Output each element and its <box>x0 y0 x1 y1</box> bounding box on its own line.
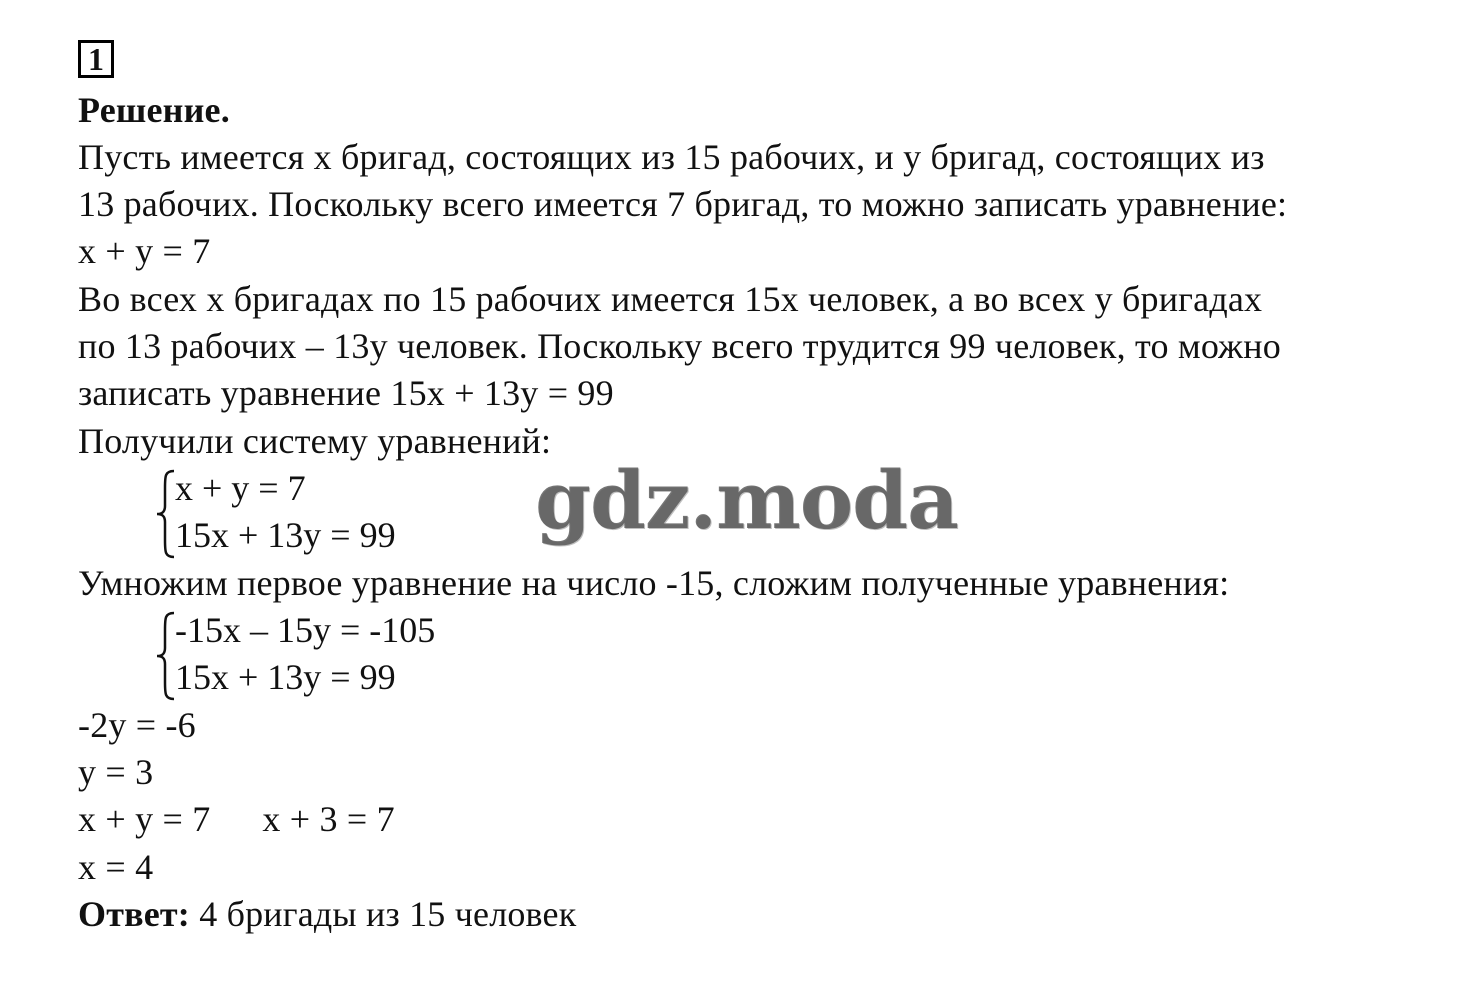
text-line: Во всех х бригадах по 15 рабочих имеется 15х человек, а во всех у бригадах <box>78 279 1263 319</box>
task-number-box: 1 <box>78 40 114 78</box>
text-line: Умножим первое уравнение на число -15, сложим полученные уравнения: <box>78 563 1230 603</box>
text-line: 13 рабочих. Поскольку всего имеется 7 бригад, то можно записать уравнение: <box>78 184 1288 224</box>
equation-line <box>78 799 395 839</box>
system-equation: х + у = 7 <box>175 468 306 508</box>
text-line: Получили систему уравнений: <box>78 421 552 461</box>
equation-line: х + у = 7 <box>78 231 211 271</box>
solution-heading: Решение. <box>78 90 230 130</box>
equation-line: -2у = -6 <box>78 705 196 745</box>
system-equation: 15х + 13у = 99 <box>175 515 396 555</box>
equation-part: х + 3 = 7 <box>262 799 395 839</box>
answer-text: 4 бригады из 15 человек <box>199 894 577 934</box>
text-line: по 13 рабочих – 13у человек. Поскольку всего трудится 99 человек, то можно <box>78 326 1281 366</box>
left-brace-icon <box>155 610 177 702</box>
system-equation: 15х + 13у = 99 <box>175 657 396 697</box>
text-line: записать уравнение 15х + 13у = 99 <box>78 373 614 413</box>
watermark: gdz.moda <box>535 453 958 547</box>
left-brace-icon <box>155 468 177 560</box>
text-line: Пусть имеется х бригад, состоящих из 15 рабочих, и у бригад, состоящих из <box>78 137 1265 177</box>
answer-label: Ответ: <box>78 894 190 934</box>
equation-part: х + у = 7 <box>78 799 211 839</box>
system-equation: -15х – 15у = -105 <box>175 610 436 650</box>
answer-line <box>78 894 576 934</box>
equation-line: х = 4 <box>78 847 154 887</box>
equation-line: у = 3 <box>78 752 154 792</box>
